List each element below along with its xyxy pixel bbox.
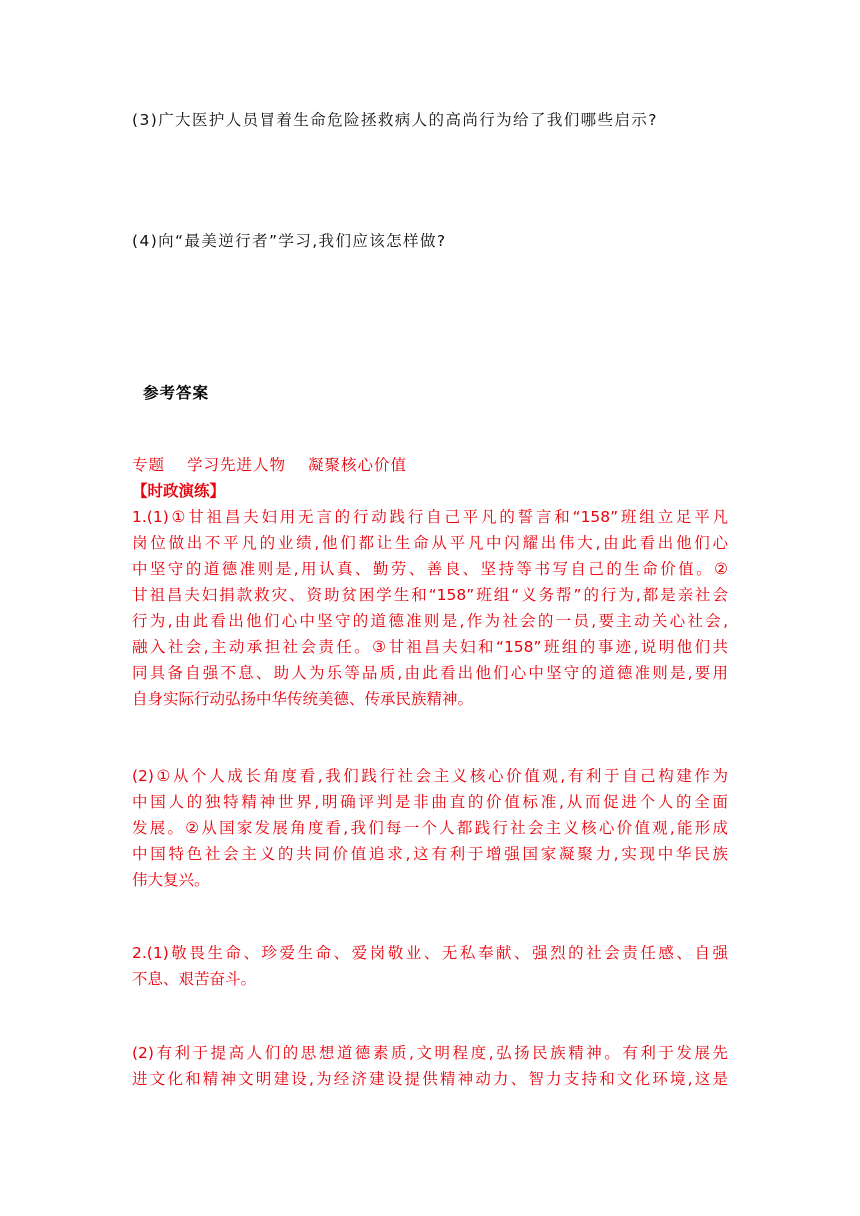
answer-line: (2)①从个人成长角度看,我们践行社会主义核心价值观,有利于自己构建作为 (132, 767, 728, 785)
answer-line: 1.(1)①甘祖昌夫妇用无言的行动践行自己平凡的誓言和“158”班组立足平凡 (132, 508, 728, 526)
answer-line: 2.(1)敬畏生命、珍爱生命、爱岗敬业、无私奉献、强烈的社会责任感、自强 (132, 944, 728, 962)
answer-line: 同具备自强不息、助人为乐等品质,由此看出他们心中坚守的道德准则是,要用 (132, 664, 728, 682)
answer-line: 不息、艰苦奋斗。 (132, 970, 257, 988)
answer-line: 中国人的独特精神世界,明确评判是非曲直的价值标准,从而促进个人的全面 (132, 793, 728, 811)
answer-line: 伟大复兴。 (132, 871, 210, 889)
topic-part-1: 学习先进人物 (187, 456, 287, 474)
answer-2-1 (132, 940, 728, 992)
question-3: (3)广大医护人员冒着生命危险拯救病人的高尚行为给了我们哪些启示? (132, 111, 658, 129)
answer-line: 中坚守的道德准则是,用认真、勤劳、善良、坚持等书写自己的生命价值。② (132, 560, 728, 578)
answer-line: 进文化和精神文明建设,为经济建设提供精神动力、智力支持和文化环境,这是 (132, 1070, 728, 1088)
answer-line: 甘祖昌夫妇捐款救灾、资助贫困学生和“158”班组“义务帮”的行为,都是亲社会 (132, 586, 728, 604)
answer-line: 发展。②从国家发展角度看,我们每一个人都践行社会主义核心价值观,能形成 (132, 819, 728, 837)
topic-line (132, 452, 407, 478)
section-tag: 【时政演练】 (132, 482, 226, 500)
reference-answers-heading: 参考答案 (143, 384, 210, 402)
topic-label: 专题 (132, 456, 166, 474)
answer-line: 岗位做出不平凡的业绩,他们都让生命从平凡中闪耀出伟大,由此看出他们心 (132, 534, 728, 552)
answer-line: 自身实际行动弘扬中华传统美德、传承民族精神。 (132, 690, 474, 708)
topic-part-2: 凝聚核心价值 (308, 456, 408, 474)
answer-line: 行为,由此看出他们心中坚守的道德准则是,作为社会的一员,要主动关心社会, (132, 612, 728, 630)
question-4: (4)向“最美逆行者”学习,我们应该怎样做? (132, 232, 447, 250)
answer-line: 中国特色社会主义的共同价值追求,这有利于增强国家凝聚力,实现中华民族 (132, 845, 728, 863)
answer-2-2 (132, 1040, 728, 1092)
answer-1-1 (132, 504, 728, 712)
answer-1-2 (132, 763, 728, 893)
answer-line: 融入社会,主动承担社会责任。③甘祖昌夫妇和“158”班组的事迹,说明他们共 (132, 638, 728, 656)
answer-line: (2)有利于提高人们的思想道德素质,文明程度,弘扬民族精神。有利于发展先 (132, 1044, 728, 1062)
